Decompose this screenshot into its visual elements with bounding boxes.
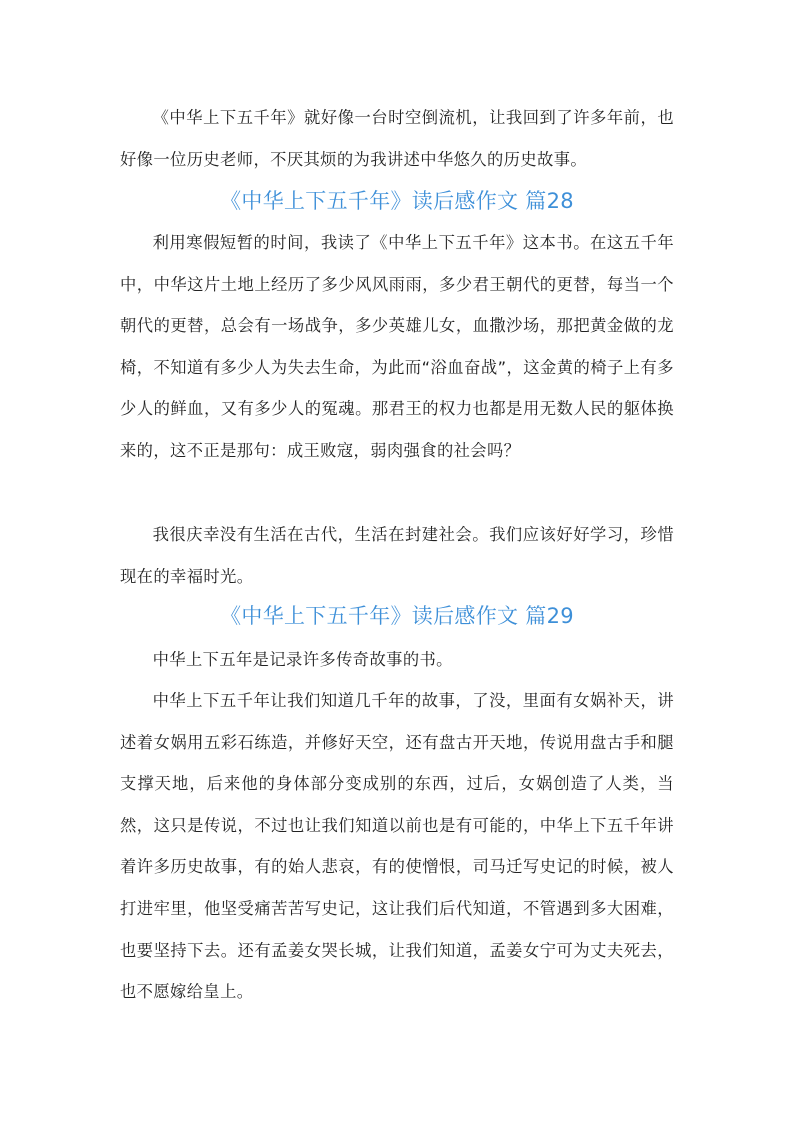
- body-paragraph: 《中华上下五千年》就好像一台时空倒流机，让我回到了许多年前，也好像一位历史老师，不厌其烦的为我讲述中华悠久的历史故事。: [120, 108, 674, 169]
- body-paragraph: 利用寒假短暂的时间，我读了《中华上下五千年》这本书。在这五千年中，中华这片土地上经历了多少风风雨雨，多少君王朝代的更替，每当一个朝代的更替，总会有一场战争，多少英雄儿女，血撒沙场，那把黄金做的龙椅，不知道有多少人为失去生命，为此而“浴血奋战”，这金黄的椅子上有多少人的鲜血，又有多少人的冤魂。那君王的权力也都是用无数人民的躯体换来的，这不正是那句：成王败寇，弱肉强食的社会吗？: [120, 233, 674, 460]
- body-paragraph: 中华上下五年是记录许多传奇故事的书。: [152, 650, 453, 669]
- body-paragraph: 中华上下五千年让我们知道几千年的故事，了没，里面有女娲补天，讲述着女娲用五彩石练造，并修好天空，还有盘古开天地，传说用盘古手和腿支撑天地，后来他的身体部分变成别的东西，过后，女娲创造了人类，当然，这只是传说，不过也让我们知道以前也是有可能的，中华上下五千年讲着许多历史故事，有的始人悲哀，有的使憎恨，司马迁写史记的时候，被人打进牢里，他坚受痛苦苦写史记，这让我们后代知道，不管遇到多大困难，也要坚持下去。还有孟姜女哭长城，让我们知道，孟姜女宁可为丈夫死去，也不愿嫁给皇上。: [120, 691, 674, 1002]
- section-heading-29: 《中华上下五千年》读后感作文 篇29: [220, 604, 574, 628]
- body-paragraph: 我很庆幸没有生活在古代，生活在封建社会。我们应该好好学习，珍惜现在的幸福时光。: [120, 525, 674, 586]
- section-heading-28: 《中华上下五千年》读后感作文 篇28: [220, 189, 574, 213]
